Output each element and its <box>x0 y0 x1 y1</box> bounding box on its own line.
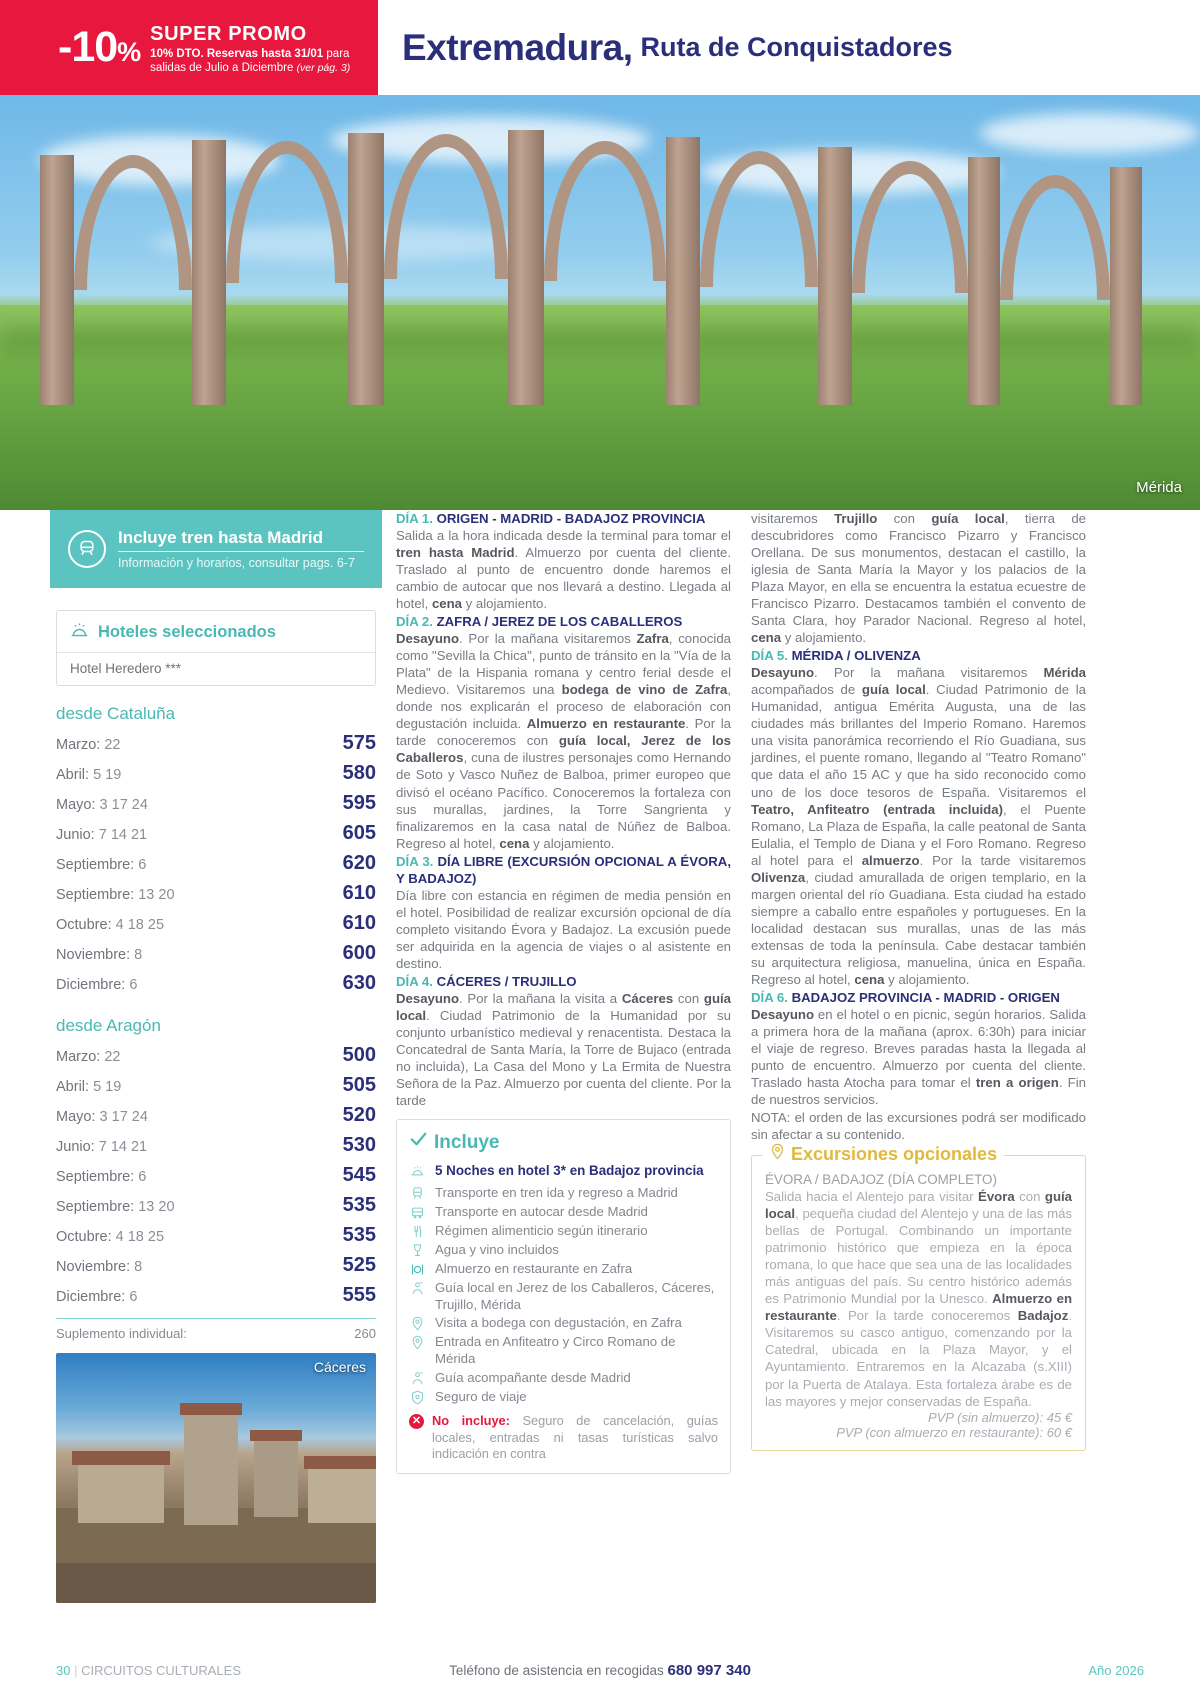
price-value: 525 <box>342 1253 376 1276</box>
price-days: 5 19 <box>93 1078 122 1095</box>
guide-icon <box>409 1280 426 1296</box>
price-month: Septiembre: <box>56 1198 135 1215</box>
no-incluye-label: No incluye: <box>432 1412 510 1428</box>
price-value: 610 <box>342 911 376 934</box>
incluye-item-label: Almuerzo en restaurante en Zafra <box>435 1260 633 1276</box>
price-row <box>56 1070 376 1100</box>
footer-phone <box>449 1662 751 1679</box>
train-icon <box>68 530 106 568</box>
footer-separator: | <box>74 1663 78 1678</box>
incluye-box <box>396 1119 731 1474</box>
train-banner-title: Incluye tren hasta Madrid <box>118 528 364 552</box>
price-row <box>56 1040 376 1070</box>
day-label: DÍA 3. <box>396 853 434 869</box>
price-value: 600 <box>342 941 376 964</box>
price-value: 630 <box>342 971 376 994</box>
price-days: 4 18 25 <box>115 1228 165 1245</box>
no-incluye-detail: Seguro de cancelación, guías locales, entradas ni tasas turísticas salvo indicación en contra <box>432 1412 718 1462</box>
price-days: 8 <box>134 946 143 963</box>
map-pin-icon <box>769 1143 786 1165</box>
hotel-item: Hotel Heredero *** <box>70 661 182 676</box>
price-days: 3 17 24 <box>99 1108 148 1125</box>
map-pin-icon <box>409 1315 426 1331</box>
page-number: 30 <box>56 1663 71 1678</box>
price-days: 6 <box>138 1168 147 1185</box>
price-month: Marzo: <box>56 736 101 753</box>
footer-phone-label: Teléfono de asistencia en recogidas <box>449 1663 664 1678</box>
excursiones-box <box>751 1143 1086 1450</box>
price-month: Marzo: <box>56 1048 101 1065</box>
price-value: 555 <box>342 1283 376 1306</box>
price-row <box>56 1100 376 1130</box>
day-title: BADAJOZ PROVINCIA - MADRID - ORIGEN <box>791 989 1060 1005</box>
price-days: 6 <box>138 856 147 873</box>
itinerary-day-5 <box>751 647 1086 988</box>
price-month: Mayo: <box>56 796 96 813</box>
price-row <box>56 1160 376 1190</box>
price-value: 610 <box>342 881 376 904</box>
itinerary-day-2 <box>396 613 731 851</box>
close-icon: ✕ <box>409 1414 424 1429</box>
middle-column <box>396 510 731 1474</box>
incluye-item <box>409 1223 718 1240</box>
footer-year: Año 2026 <box>1088 1663 1144 1678</box>
hotel-bell-icon <box>409 1162 426 1178</box>
wine-glass-icon <box>409 1242 426 1258</box>
itinerary-day-4 <box>396 973 731 1109</box>
hotel-bell-icon <box>69 620 90 644</box>
itinerary-day-6 <box>751 989 1086 1108</box>
page-footer <box>0 1662 1200 1679</box>
incluye-item <box>409 1185 718 1202</box>
no-incluye-row <box>409 1413 718 1463</box>
price-month: Septiembre: <box>56 856 135 873</box>
hotels-box <box>56 610 376 686</box>
itinerary-right <box>751 510 1086 1143</box>
incluye-item <box>409 1162 718 1179</box>
price-value: 595 <box>342 791 376 814</box>
footer-left <box>56 1663 449 1678</box>
excursiones-title <box>762 1143 1004 1165</box>
price-value: 535 <box>342 1193 376 1216</box>
price-days: 7 14 21 <box>98 826 148 843</box>
bus-icon <box>409 1204 426 1220</box>
right-column <box>751 510 1086 1451</box>
incluye-item <box>409 1280 718 1314</box>
price-value: 545 <box>342 1163 376 1186</box>
incluye-item-label: Entrada en Anfiteatro y Circo Romano de Mérida <box>435 1334 676 1367</box>
itinerary-day-4-continued: visitaremos Trujillo con guía local, tierra de descubridores como Francisco Pizarro y Francisco Orellana. De sus monumentos, destacan el castillo, la iglesia de Santa María la Mayor y los palacios de la Plaza Mayor, en ella se encuentra la estatua ecuestre de Francisco Pizarro. Destacamos también el convento de Santa Clara, hoy Parador Nacional. Regreso al hotel, cena y alojamiento. <box>751 511 1086 646</box>
price-month: Junio: <box>56 1138 95 1155</box>
price-value: 500 <box>342 1043 376 1066</box>
price-days: 4 18 25 <box>115 916 165 933</box>
promo-title: SUPER PROMO <box>150 22 307 45</box>
day-label: DÍA 5. <box>751 648 788 664</box>
train-banner-subtitle: Información y horarios, consultar pags. 6-7 <box>118 556 355 570</box>
itinerary-day-1 <box>396 510 731 612</box>
hero-caption: Mérida <box>1136 479 1182 496</box>
price-row <box>56 908 376 938</box>
hotels-heading-label: Hoteles seleccionados <box>98 622 276 641</box>
price-value: 605 <box>342 821 376 844</box>
price-row <box>56 968 376 998</box>
page-content <box>0 510 1200 1603</box>
price-row <box>56 1250 376 1280</box>
guide-icon <box>409 1370 426 1386</box>
incluye-item-label: Guía acompañante desde Madrid <box>435 1370 631 1386</box>
promo-banner <box>0 0 378 95</box>
price-row <box>56 788 376 818</box>
incluye-item <box>409 1204 718 1221</box>
footer-phone-number: 680 997 340 <box>667 1662 751 1679</box>
price-group-cataluna <box>56 704 376 998</box>
aqueduct-arches <box>40 125 1160 405</box>
train-icon <box>409 1185 426 1201</box>
meal-icon <box>409 1223 426 1239</box>
page-header <box>0 0 1200 95</box>
price-days: 6 <box>129 976 138 993</box>
price-month: Noviembre: <box>56 946 131 963</box>
shield-icon <box>409 1389 426 1405</box>
single-supplement-value: 260 <box>354 1326 376 1341</box>
price-month: Octubre: <box>56 1228 112 1245</box>
incluye-item-label: Agua y vino incluidos <box>435 1241 559 1257</box>
incluye-item-label: Visita a bodega con degustación, en Zafra <box>435 1315 682 1331</box>
day-text: Desayuno. Por la mañana visitaremos Zafra, conocida como "Sevilla la Chica", punto de tránsito en la "Vía de la Plata" de la Hispania romana y centro ferial desde el Medievo. Visitaremos una bodega de vino de Zafra, donde nos explicarán el proceso de elaboración con degustación incluida. Almuerzo en restaurante. Por la tarde conoceremos con guía local, Jerez de los Caballeros, cuna de ilustres personajes como Hernando de Soto y Vasco Nuñez de Balboa, primer europeo que divisó el océano Pacífico. Conoceremos la fortaleza con sus murallas, jardines, la Torre Sangrienta y finalizaremos en la casa natal de Núñez de Balboa. Regreso al hotel, cena y alojamiento. <box>396 631 732 851</box>
price-days: 8 <box>134 1258 143 1275</box>
price-row <box>56 1280 376 1310</box>
price-row <box>56 938 376 968</box>
price-month: Abril: <box>56 1078 90 1095</box>
price-value: 580 <box>342 761 376 784</box>
incluye-title-label: Incluye <box>434 1131 500 1153</box>
price-days: 3 17 24 <box>99 796 148 813</box>
day-text: Día libre con estancia en régimen de media pensión en el hotel. Posibilidad de realizar excursión opcional de día completo visitando Évora y Badajoz. La excusión puede ser adquirida en la agencia de viajes o al asistente en destino. <box>396 887 731 971</box>
price-row <box>56 878 376 908</box>
price-group-aragon <box>56 1016 376 1310</box>
price-days: 5 19 <box>93 766 122 783</box>
promo-page-ref: (ver pág. 3) <box>296 62 351 74</box>
price-value: 505 <box>342 1073 376 1096</box>
itinerary-day-3 <box>396 853 731 972</box>
incluye-item-label: Guía local en Jerez de los Caballeros, Cáceres, Trujillo, Mérida <box>435 1279 715 1312</box>
price-tables <box>56 704 376 1341</box>
day-title: DÍA LIBRE (EXCURSIÓN OPCIONAL A ÉVORA, Y BADAJOZ) <box>396 853 731 886</box>
promo-line2: salidas de Julio a Diciembre <box>150 62 294 74</box>
promo-line1-rest: para <box>323 47 350 60</box>
price-month: Septiembre: <box>56 886 135 903</box>
price-row <box>56 1130 376 1160</box>
page-subtitle: Ruta de Conquistadores <box>640 32 953 62</box>
price-value: 535 <box>342 1223 376 1246</box>
price-days: 22 <box>104 736 121 753</box>
incluye-item-label: 5 Noches en hotel 3* en Badajoz provincia <box>435 1163 704 1179</box>
single-supplement-row <box>56 1318 376 1341</box>
day-label: DÍA 6. <box>751 989 788 1005</box>
photo-caceres <box>56 1353 376 1603</box>
photo-caceres-caption: Cáceres <box>313 1359 366 1375</box>
promo-percent-symbol: % <box>117 37 141 67</box>
train-banner-texts <box>118 528 364 570</box>
price-month: Septiembre: <box>56 1168 135 1185</box>
map-pin-icon <box>409 1334 426 1350</box>
price-row <box>56 1190 376 1220</box>
price-row <box>56 758 376 788</box>
price-month: Mayo: <box>56 1108 96 1125</box>
price-value: 575 <box>342 731 376 754</box>
promo-discount-value: -10 <box>58 23 118 71</box>
day-title: CÁCERES / TRUJILLO <box>436 973 577 989</box>
price-days: 13 20 <box>138 1198 175 1215</box>
promo-conditions <box>150 47 362 76</box>
price-row <box>56 1220 376 1250</box>
price-value: 620 <box>342 851 376 874</box>
incluye-item <box>409 1261 718 1278</box>
price-group-title: desde Aragón <box>56 1016 161 1035</box>
no-incluye-text <box>432 1413 718 1463</box>
promo-discount <box>58 23 141 71</box>
price-value: 520 <box>342 1103 376 1126</box>
promo-line1-bold: 10% DTO. Reservas hasta 31/01 <box>150 47 324 60</box>
day-title: ORIGEN - MADRID - BADAJOZ PROVINCIA <box>436 511 706 526</box>
left-column <box>56 510 376 1603</box>
day-label: DÍA 2. <box>396 614 433 630</box>
day-text: Desayuno. Por la mañana visitaremos Mérida acompañados de guía local. Ciudad Patrimonio de la Humanidad, antigua Emérita Augusta, una de las ciudades más brillantes del Imperio Romano. Haremos una visita panorámica recorriendo el Río Guadiana, sus jardines, el puente romano, llegando al "Teatro Romano" que data el año 15 AC y que ha sido reconocido como uno de los doce tesoros de España. Visitaremos el Teatro, Anfiteatro (entrada incluida), el Puente Romano, La Plaza de España, la calle peatonal de Santa Eulalia, el Templo de Diana y el Foro Romano. Regreso al hotel para el almuerzo. Por la tarde visitaremos Olivenza, ciudad amurallada de origen templario, en la margen oriental del río Guadiana. Esta ciudad ha estado siempre a caballo entre españoles y portugueses. En la localidad destacan sus murallas, unas de las más extensas de toda la península. Cabe destacar también su arquitectura religiosa, manuelina, única en España. Regreso al hotel, cena y alojamiento. <box>751 665 1087 987</box>
excursion-name: ÉVORA / BADAJOZ (DÍA COMPLETO) <box>765 1172 997 1188</box>
price-row <box>56 818 376 848</box>
itinerary-left <box>396 510 731 1109</box>
price-month: Octubre: <box>56 916 112 933</box>
hotels-heading <box>57 611 375 653</box>
price-days: 7 14 21 <box>98 1138 148 1155</box>
price-month: Noviembre: <box>56 1258 131 1275</box>
excursion-description: Salida hacia el Alentejo para visitar Évora con guía local, pequeña ciudad del Alentejo y una de las más bellas de Portugal. Combinando un importante patrimonio histórico que empieza en la época romana, lo que hace que sea una de las localidades más antiguas del país. Su centro histórico además es Patrimonio Mundial por la Unesco. Almuerzo en restaurante. Por la tarde conoceremos Badajoz. Visitaremos su casco antiguo, comenzando por la Catedral, ubicada en la Plaza Mayor, y el Ayuntamiento. Entraremos en la Alcazaba (s.XIII) por la Puerta de Atalaya. Esta fortaleza árabe es de las mayores y mejor conservadas de España. <box>765 1189 1072 1409</box>
price-days: 13 20 <box>138 886 175 903</box>
price-group-title: desde Cataluña <box>56 704 176 723</box>
itinerary-note: NOTA: el orden de las excursiones podrá ser modificado sin afectar a su contenido. <box>751 1110 1086 1143</box>
promo-text <box>150 20 362 76</box>
day-label: DÍA 1. <box>396 511 433 526</box>
price-days: 6 <box>129 1288 138 1305</box>
price-row <box>56 728 376 758</box>
price-month: Abril: <box>56 766 90 783</box>
price-row <box>56 848 376 878</box>
incluye-item <box>409 1389 718 1406</box>
incluye-item <box>409 1370 718 1387</box>
incluye-item-label: Régimen alimenticio según itinerario <box>435 1223 648 1239</box>
cutlery-plate-icon <box>409 1261 426 1277</box>
day-text: Desayuno en el hotel o en picnic, según horarios. Salida a primera hora de la mañana (aprox. 6:30h) para iniciar el viaje de regreso. Breves paradas hasta la llegada al punto de encuentro. Almuerzo por cuenta del cliente. Traslado hasta Atocha para tomar el tren a origen. Fin de nuestros servicios. <box>751 1006 1086 1108</box>
price-month: Diciembre: <box>56 1288 126 1305</box>
price-month: Junio: <box>56 826 95 843</box>
day-title: ZAFRA / JEREZ DE LOS CABALLEROS <box>436 614 683 630</box>
page-title-bar <box>378 0 1200 95</box>
day-text: Salida a la hora indicada desde la terminal para tomar el tren hasta Madrid. Almuerzo por cuenta del cliente. Traslado al punto de encuentro donde haremos el cambio de autocar que nos llevará a destino. Llegada al hotel, cena y alojamiento. <box>396 528 731 612</box>
incluye-item-label: Seguro de viaje <box>435 1389 527 1405</box>
single-supplement-label: Suplemento individual: <box>56 1326 187 1341</box>
incluye-item <box>409 1334 718 1368</box>
price-month: Diciembre: <box>56 976 126 993</box>
price-value: 530 <box>342 1133 376 1156</box>
excursiones-title-label: Excursiones opcionales <box>791 1143 998 1164</box>
check-icon <box>409 1130 428 1155</box>
incluye-item-label: Transporte en autocar desde Madrid <box>435 1204 648 1220</box>
day-title: MÉRIDA / OLIVENZA <box>791 648 921 664</box>
incluye-item <box>409 1242 718 1259</box>
incluye-item <box>409 1315 718 1332</box>
page-title: Extremadura, <box>402 26 633 68</box>
incluye-title <box>409 1130 718 1155</box>
footer-section-name: CIRCUITOS CULTURALES <box>81 1663 241 1678</box>
hero-image-aqueduct <box>0 95 1200 510</box>
excursion-price-without-lunch: PVP (sin almuerzo): 45 € <box>927 1409 1072 1425</box>
day-label: DÍA 4. <box>396 973 433 989</box>
incluye-item-label: Transporte en tren ida y regreso a Madrid <box>435 1185 678 1201</box>
price-days: 22 <box>104 1048 121 1065</box>
train-included-banner <box>50 510 382 588</box>
day-text: Desayuno. Por la mañana la visita a Cáceres con guía local. Ciudad Patrimonio de la Humanidad por su conjunto urbanístico medieval y renacentista. Destaca la Concatedral de Santa María, la Torre de Bujaco (entrada no incluida), La Casa del Mono y La Ermita de Nuestra Señora de la Paz. Almuerzo por cuenta del cliente. Por la tarde <box>396 990 731 1109</box>
excursion-price-with-lunch: PVP (con almuerzo en restaurante): 60 € <box>836 1424 1072 1440</box>
